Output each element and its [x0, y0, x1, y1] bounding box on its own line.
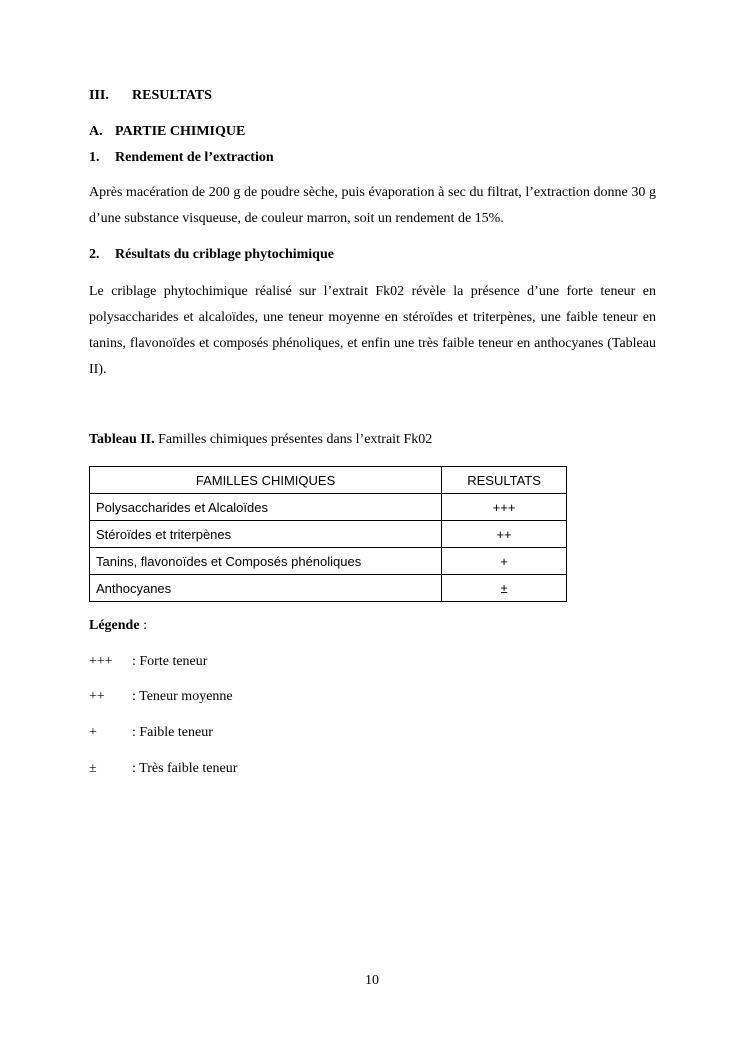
result-cell: +++	[442, 494, 567, 521]
part-title: PARTIE CHIMIQUE	[115, 124, 246, 139]
table-row	[90, 521, 567, 548]
header-results: RESULTATS	[442, 467, 567, 494]
legend-text: : Faible teneur	[132, 725, 213, 740]
page-number: 10	[365, 973, 379, 988]
legend-symbol: +	[89, 725, 97, 740]
legend-symbol: ±	[89, 761, 97, 776]
part-heading	[89, 124, 246, 140]
subsection-2-heading	[89, 247, 334, 263]
table-caption-label: Tableau II.	[89, 432, 155, 447]
section-title: RESULTATS	[132, 88, 212, 103]
table-row	[90, 575, 567, 602]
subsection-2-number: 2.	[89, 247, 100, 262]
table-row	[90, 494, 567, 521]
family-cell: Tanins, flavonoïdes et Composés phénoliques	[90, 548, 442, 575]
result-cell: +	[442, 548, 567, 575]
legend-heading	[89, 618, 147, 634]
legend-text: : Très faible teneur	[132, 761, 238, 776]
family-cell: Anthocyanes	[90, 575, 442, 602]
header-families: FAMILLES CHIMIQUES	[90, 467, 442, 494]
section-heading	[89, 88, 212, 104]
table-caption	[89, 432, 432, 448]
result-cell: ±	[442, 575, 567, 602]
subsection-2-title: Résultats du criblage phytochimique	[115, 247, 334, 262]
legend-text: : Forte teneur	[132, 654, 208, 669]
subsection-1-number: 1.	[89, 150, 100, 165]
legend-text: : Teneur moyenne	[132, 689, 233, 704]
subsection-1-title: Rendement de l’extraction	[115, 150, 274, 165]
legend-title: Légende	[89, 618, 140, 633]
part-letter: A.	[89, 124, 103, 139]
result-cell: ++	[442, 521, 567, 548]
legend-symbol: ++	[89, 689, 105, 704]
family-cell: Stéroïdes et triterpènes	[90, 521, 442, 548]
family-cell: Polysaccharides et Alcaloïdes	[90, 494, 442, 521]
extraction-paragraph: Après macération de 200 g de poudre sèche, puis évaporation à sec du filtrat, l’extraction donne 30 g d’une substance visqueuse, de couleur marron, soit un rendement de 15%.	[89, 185, 656, 226]
table-caption-text: Familles chimiques présentes dans l’extrait Fk02	[158, 432, 433, 447]
legend-colon: :	[139, 618, 147, 633]
screening-paragraph: Le criblage phytochimique réalisé sur l’extrait Fk02 révèle la présence d’une forte teneur en polysaccharides et alcaloïdes, une teneur moyenne en stéroïdes et triterpènes, une faible teneur en tanins, flavonoïdes et composés phénoliques, et enfin une très faible teneur en anthocyanes (Tableau II).	[89, 284, 656, 377]
table-row	[90, 548, 567, 575]
legend-symbol: +++	[89, 654, 113, 669]
table-header-row	[90, 467, 567, 494]
section-number: III.	[89, 88, 109, 103]
subsection-1-heading	[89, 150, 274, 166]
families-table	[89, 466, 567, 602]
